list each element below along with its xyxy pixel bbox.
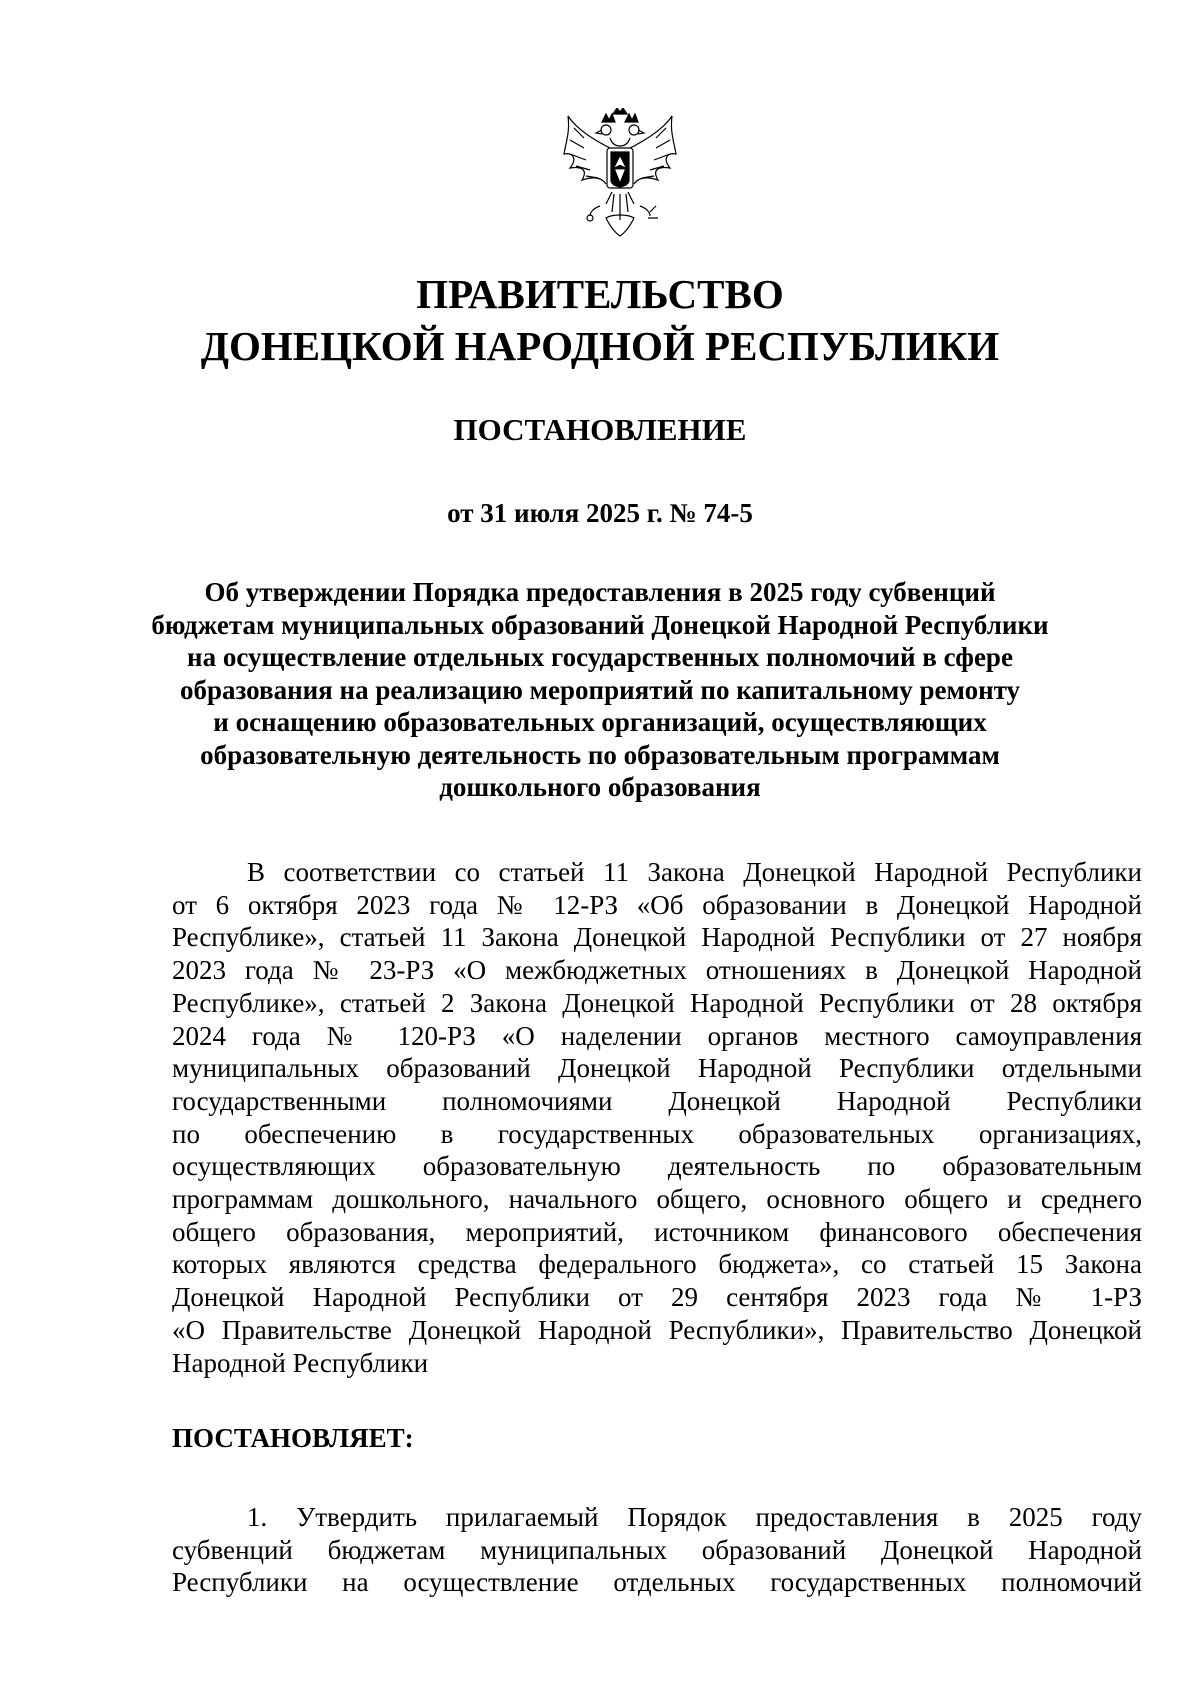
preamble-line: 2024 года № 120-РЗ «О наделении органов местного самоуправления bbox=[172, 1020, 1142, 1051]
preamble-line: осуществляющих образовательную деятельность по образовательным bbox=[172, 1151, 1142, 1182]
preamble-line: от 6 октября 2023 года № 12-РЗ «Об образовании в Донецкой Народной bbox=[172, 889, 1142, 920]
subject-line: образования на реализацию мероприятий по капитальному ремонту bbox=[179, 674, 1021, 705]
item-line: Республики на осуществление отдельных государственных полномочий bbox=[172, 1567, 1142, 1598]
document-type: ПОСТАНОВЛЕНИЕ bbox=[453, 412, 747, 447]
preamble-line: Республике», статьей 11 Закона Донецкой Народной Республики от 27 ноября bbox=[172, 922, 1142, 953]
date-number: от 31 июля 2025 г. № 74-5 bbox=[447, 498, 753, 528]
preamble-paragraph bbox=[172, 856, 1142, 1379]
item-line: 1. Утвердить прилагаемый Порядок предоставления в 2025 году bbox=[247, 1502, 1142, 1532]
subject-line: на осуществление отдельных государственных полномочий в сфере bbox=[187, 642, 1013, 672]
preamble-line: Народной Республики bbox=[172, 1347, 429, 1378]
subject-line: Об утверждении Порядка предоставления в 2025 году субвенций bbox=[204, 577, 996, 607]
document-subject bbox=[0, 576, 1200, 804]
subject-line: бюджетам муниципальных образований Донецкой Народной Республики bbox=[151, 609, 1049, 640]
resolves-heading: ПОСТАНОВЛЯЕТ: bbox=[172, 1423, 414, 1453]
item-line: субвенций бюджетам муниципальных образований Донецкой Народной bbox=[172, 1534, 1142, 1565]
preamble-line: В соответствии со статьей 11 Закона Донецкой Народной Республики bbox=[247, 857, 1142, 887]
subject-line: образовательную деятельность по образовательным программам bbox=[200, 739, 1000, 770]
preamble-line: которых являются средства федерального бюджета», со статьей 15 Закона bbox=[172, 1249, 1142, 1280]
preamble-line: общего образования, мероприятий, источником финансового обеспечения bbox=[172, 1216, 1142, 1247]
preamble-line: Республике», статьей 2 Закона Донецкой Народной Республики от 28 октября bbox=[172, 987, 1142, 1018]
government-title bbox=[0, 268, 1200, 372]
government-title-line1: ПРАВИТЕЛЬСТВО bbox=[416, 271, 784, 317]
subject-line: и оснащению образовательных организаций, осуществляющих bbox=[213, 707, 987, 737]
preamble-line: муниципальных образований Донецкой Народной Республики отдельными bbox=[172, 1053, 1142, 1084]
preamble-line: государственными полномочиями Донецкой Народной Республики bbox=[172, 1085, 1142, 1116]
preamble-line: 2023 года № 23-РЗ «О межбюджетных отношениях в Донецкой Народной bbox=[172, 955, 1142, 986]
preamble-line: по обеспечению в государственных образовательных организациях, bbox=[172, 1118, 1142, 1149]
preamble-line: Донецкой Народной Республики от 29 сентября 2023 года № 1-РЗ bbox=[172, 1282, 1142, 1313]
preamble-line: программам дошкольного, начального общего, основного общего и среднего bbox=[172, 1184, 1142, 1215]
preamble-line: «О Правительстве Донецкой Народной Республики», Правительство Донецкой bbox=[172, 1314, 1142, 1345]
item-1-paragraph bbox=[172, 1501, 1142, 1599]
coat-of-arms-emblem bbox=[560, 108, 680, 246]
government-title-line2: ДОНЕЦКОЙ НАРОДНОЙ РЕСПУБЛИКИ bbox=[200, 323, 1000, 369]
subject-line: дошкольного образования bbox=[439, 772, 761, 802]
